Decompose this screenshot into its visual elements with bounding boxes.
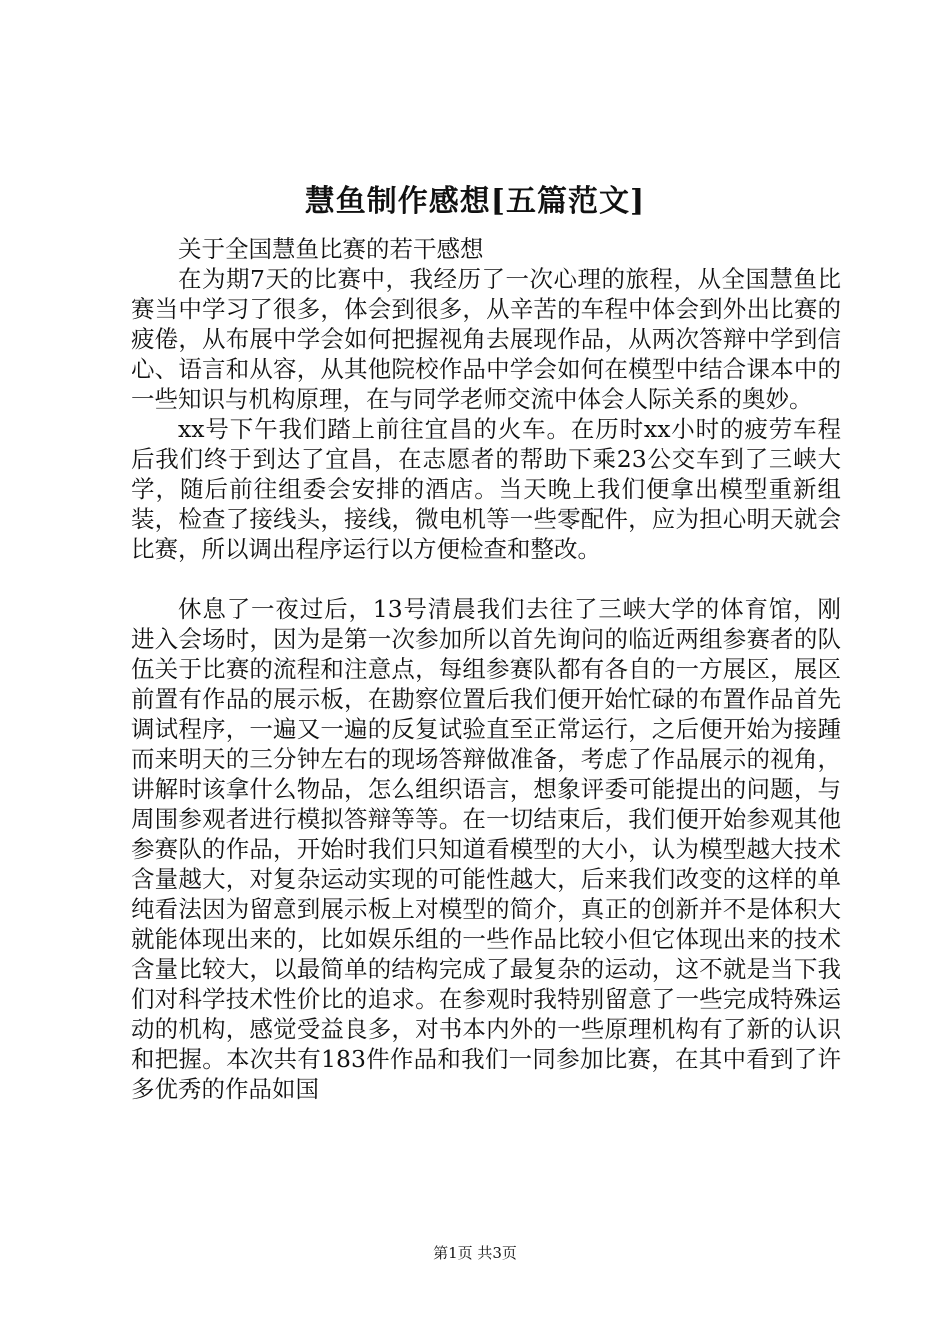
paragraph-2: xx号下午我们踏上前往宜昌的火车。在历时xx小时的疲劳车程后我们终于到达了宜昌，在志愿者的帮助下乘23公交车到了三峡大学，随后前往组委会安排的酒店。当天晚上我们便拿出模型重新组装，检查了接线头，接线，微电机等一些零配件，应为担心明天就会比赛，所以调出程序运行以方便检查和整改。 xyxy=(131,415,841,563)
paragraph-1: 在为期7天的比赛中，我经历了一次心理的旅程，从全国慧鱼比赛当中学习了很多，体会到很多，从辛苦的车程中体会到外出比赛的疲倦，从布展中学会如何把握视角去展现作品，从两次答辩中学到信心、语言和从容，从其他院校作品中学会如何在模型中结合课本中的一些知识与机构原理，在与同学老师交流中体会人际关系的奥妙。 xyxy=(131,265,841,413)
document-title: 慧鱼制作感想[五篇范文] xyxy=(304,184,646,219)
page-number: 第1页 共3页 xyxy=(433,1244,517,1262)
paragraph-3: 休息了一夜过后，13号清晨我们去往了三峡大学的体育馆，刚进入会场时，因为是第一次参加所以首先询问的临近两组参赛者的队伍关于比赛的流程和注意点，每组参赛队都有各自的一方展区，展区前置有作品的展示板，在勘察位置后我们便开始忙碌的布置作品首先调试程序，一遍又一遍的反复试验直至正常运行，之后便开始为接踵而来明天的三分钟左右的现场答辩做准备，考虑了作品展示的视角，讲解时该拿什么物品，怎么组织语言，想象评委可能提出的问题，与周围参观者进行模拟答辩等等。在一切结束后，我们便开始参观其他参赛队的作品，开始时我们只知道看模型的大小，认为模型越大技术含量越大，对复杂运动实现的可能性越大，后来我们改变的这样的单纯看法因为留意到展示板上对模型的简介，真正的创新并不是体积大就能体现出来的，比如娱乐组的一些作品比较小但它体现出来的技术含量比较大，以最简单的结构完成了最复杂的运动，这不就是当下我们对科学技术性价比的追求。在参观时我特别留意了一些完成特殊运动的机构，感觉受益良多，对书本内外的一些原理机构有了新的认识和把握。本次共有183件作品和我们一同参加比赛，在其中看到了许多优秀的作品如国 xyxy=(131,595,841,1103)
paragraph-spacer xyxy=(131,564,841,594)
document-subtitle: 关于全国慧鱼比赛的若干感想 xyxy=(178,235,484,263)
document-body xyxy=(131,234,841,1104)
